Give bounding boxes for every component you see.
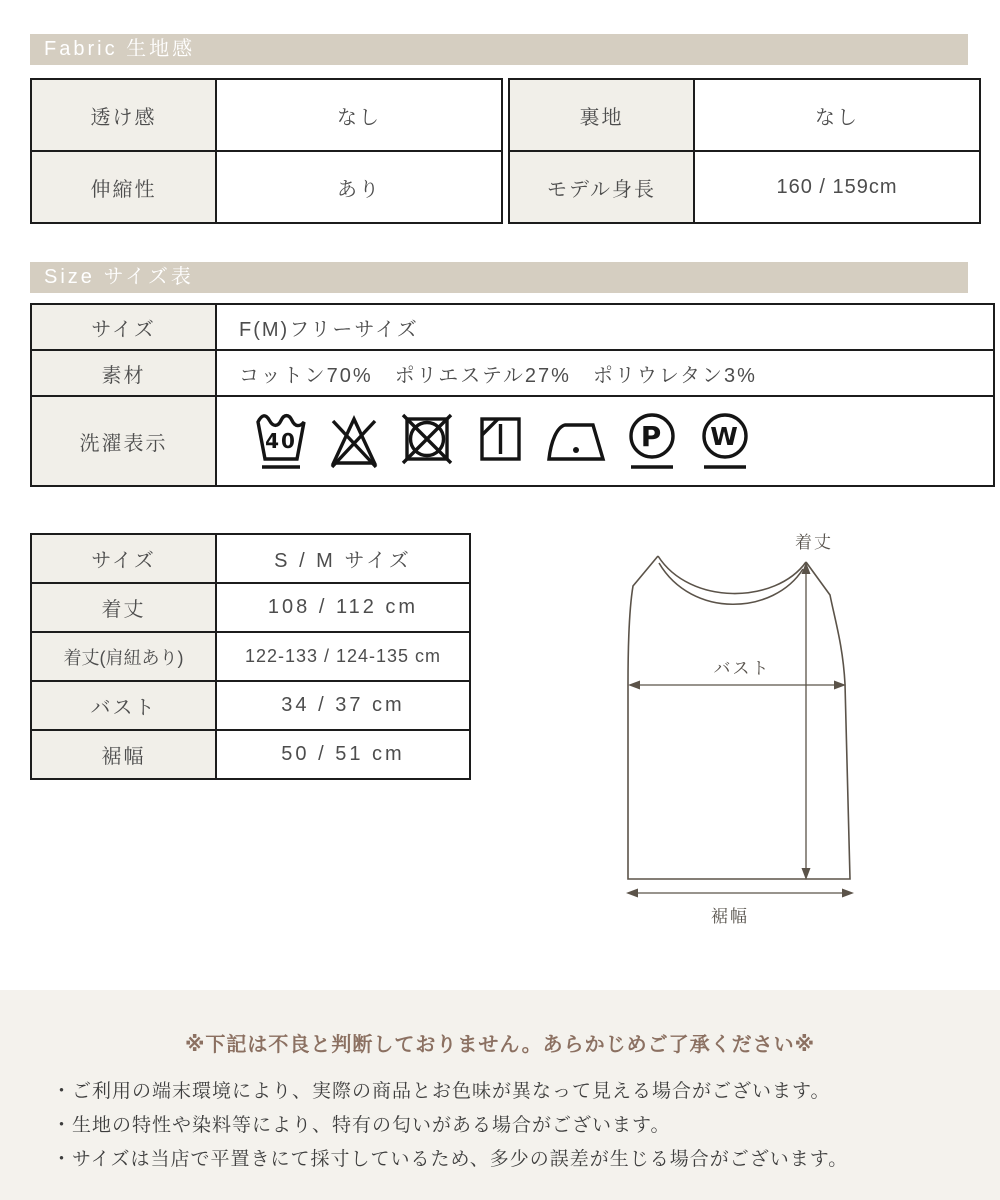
fabric-sheerness-value: なし — [216, 79, 502, 151]
table-row — [31, 396, 994, 486]
meas-bust-label: バスト — [31, 681, 216, 730]
bust-arrow-icon — [628, 681, 846, 690]
meas-length-strap-label: 着丈(肩紐あり) — [31, 632, 216, 681]
care-symbols-cell — [216, 396, 994, 486]
care-instructions-label: 洗濯表示 — [31, 396, 216, 486]
notice-heading: ※下記は不良と判断しておりません。あらかじめご了承ください※ — [184, 1034, 816, 1056]
table-row — [31, 79, 502, 151]
notice-item — [52, 1144, 982, 1171]
fabric-section-header: Fabric 生地感 — [30, 34, 968, 65]
meas-length-strap-value: 122-133 / 124-135 cm — [216, 632, 470, 681]
fabric-table-right — [508, 78, 981, 224]
table-row — [31, 350, 994, 396]
svg-text:P: P — [640, 420, 664, 453]
hem-arrow-icon — [626, 889, 854, 898]
fabric-sheerness-label: 透け感 — [31, 79, 216, 151]
length-arrow-icon — [802, 562, 811, 880]
size-table — [30, 303, 995, 487]
model-height-label: モデル身長 — [509, 151, 694, 223]
fabric-stretch-label: 伸縮性 — [31, 151, 216, 223]
table-row — [31, 534, 470, 583]
iron-low-heat-icon — [545, 409, 607, 473]
fabric-stretch-value: あり — [216, 151, 502, 223]
meas-size-value: S / M サイズ — [216, 534, 470, 583]
table-row — [509, 79, 980, 151]
no-tumble-dry-icon — [399, 409, 455, 473]
table-row — [31, 632, 470, 681]
meas-hem-value: 50 / 51 cm — [216, 730, 470, 779]
wash-40-gentle-icon — [253, 409, 309, 473]
table-row — [31, 681, 470, 730]
garment-outline-icon — [628, 556, 850, 879]
table-row — [31, 730, 470, 779]
svg-text:40: 40 — [265, 429, 297, 453]
notice-item-text: サイズは当店で平置きにて採寸しているため、多少の誤差が生じる場合がございます。 — [72, 1149, 849, 1170]
meas-length-label: 着丈 — [31, 583, 216, 632]
meas-size-label: サイズ — [31, 534, 216, 583]
meas-hem-label: 裾幅 — [31, 730, 216, 779]
bullet: ・ — [52, 1115, 73, 1136]
table-row — [509, 151, 980, 223]
size-value: F(M)フリーサイズ — [216, 304, 994, 350]
line-dry-shade-icon — [472, 409, 528, 473]
material-label: 素材 — [31, 350, 216, 396]
fabric-table-left — [30, 78, 503, 224]
dry-clean-p-gentle-icon — [624, 409, 680, 473]
wet-clean-w-gentle-icon — [697, 409, 753, 473]
diagram-hem-label: 裾幅 — [711, 907, 749, 926]
diagram-bust-label: バスト — [713, 659, 771, 678]
fabric-table — [30, 78, 981, 224]
table-row — [31, 151, 502, 223]
table-row — [31, 583, 470, 632]
fabric-lining-value: なし — [694, 79, 980, 151]
table-row — [31, 304, 994, 350]
garment-diagram — [572, 522, 878, 934]
fabric-lining-label: 裏地 — [509, 79, 694, 151]
size-label: サイズ — [31, 304, 216, 350]
no-bleach-icon — [326, 409, 382, 473]
model-height-value: 160 / 159cm — [694, 151, 980, 223]
bullet: ・ — [52, 1081, 73, 1102]
notice-item-text: 生地の特性や染料等により、特有の匂いがある場合がございます。 — [72, 1115, 671, 1136]
bullet: ・ — [52, 1149, 73, 1170]
svg-text:W: W — [710, 422, 740, 451]
material-value: コットン70% ポリエステル27% ポリウレタン3% — [216, 350, 994, 396]
meas-bust-value: 34 / 37 cm — [216, 681, 470, 730]
meas-length-value: 108 / 112 cm — [216, 583, 470, 632]
notice-item-text: ご利用の端末環境により、実際の商品とお色味が異なって見える場合がございます。 — [72, 1081, 831, 1102]
notice-item — [52, 1076, 982, 1103]
measurements-table — [30, 533, 471, 780]
notice-item — [52, 1110, 982, 1137]
diagram-length-label: 着丈 — [795, 533, 833, 552]
size-section-header: Size サイズ表 — [30, 262, 968, 293]
